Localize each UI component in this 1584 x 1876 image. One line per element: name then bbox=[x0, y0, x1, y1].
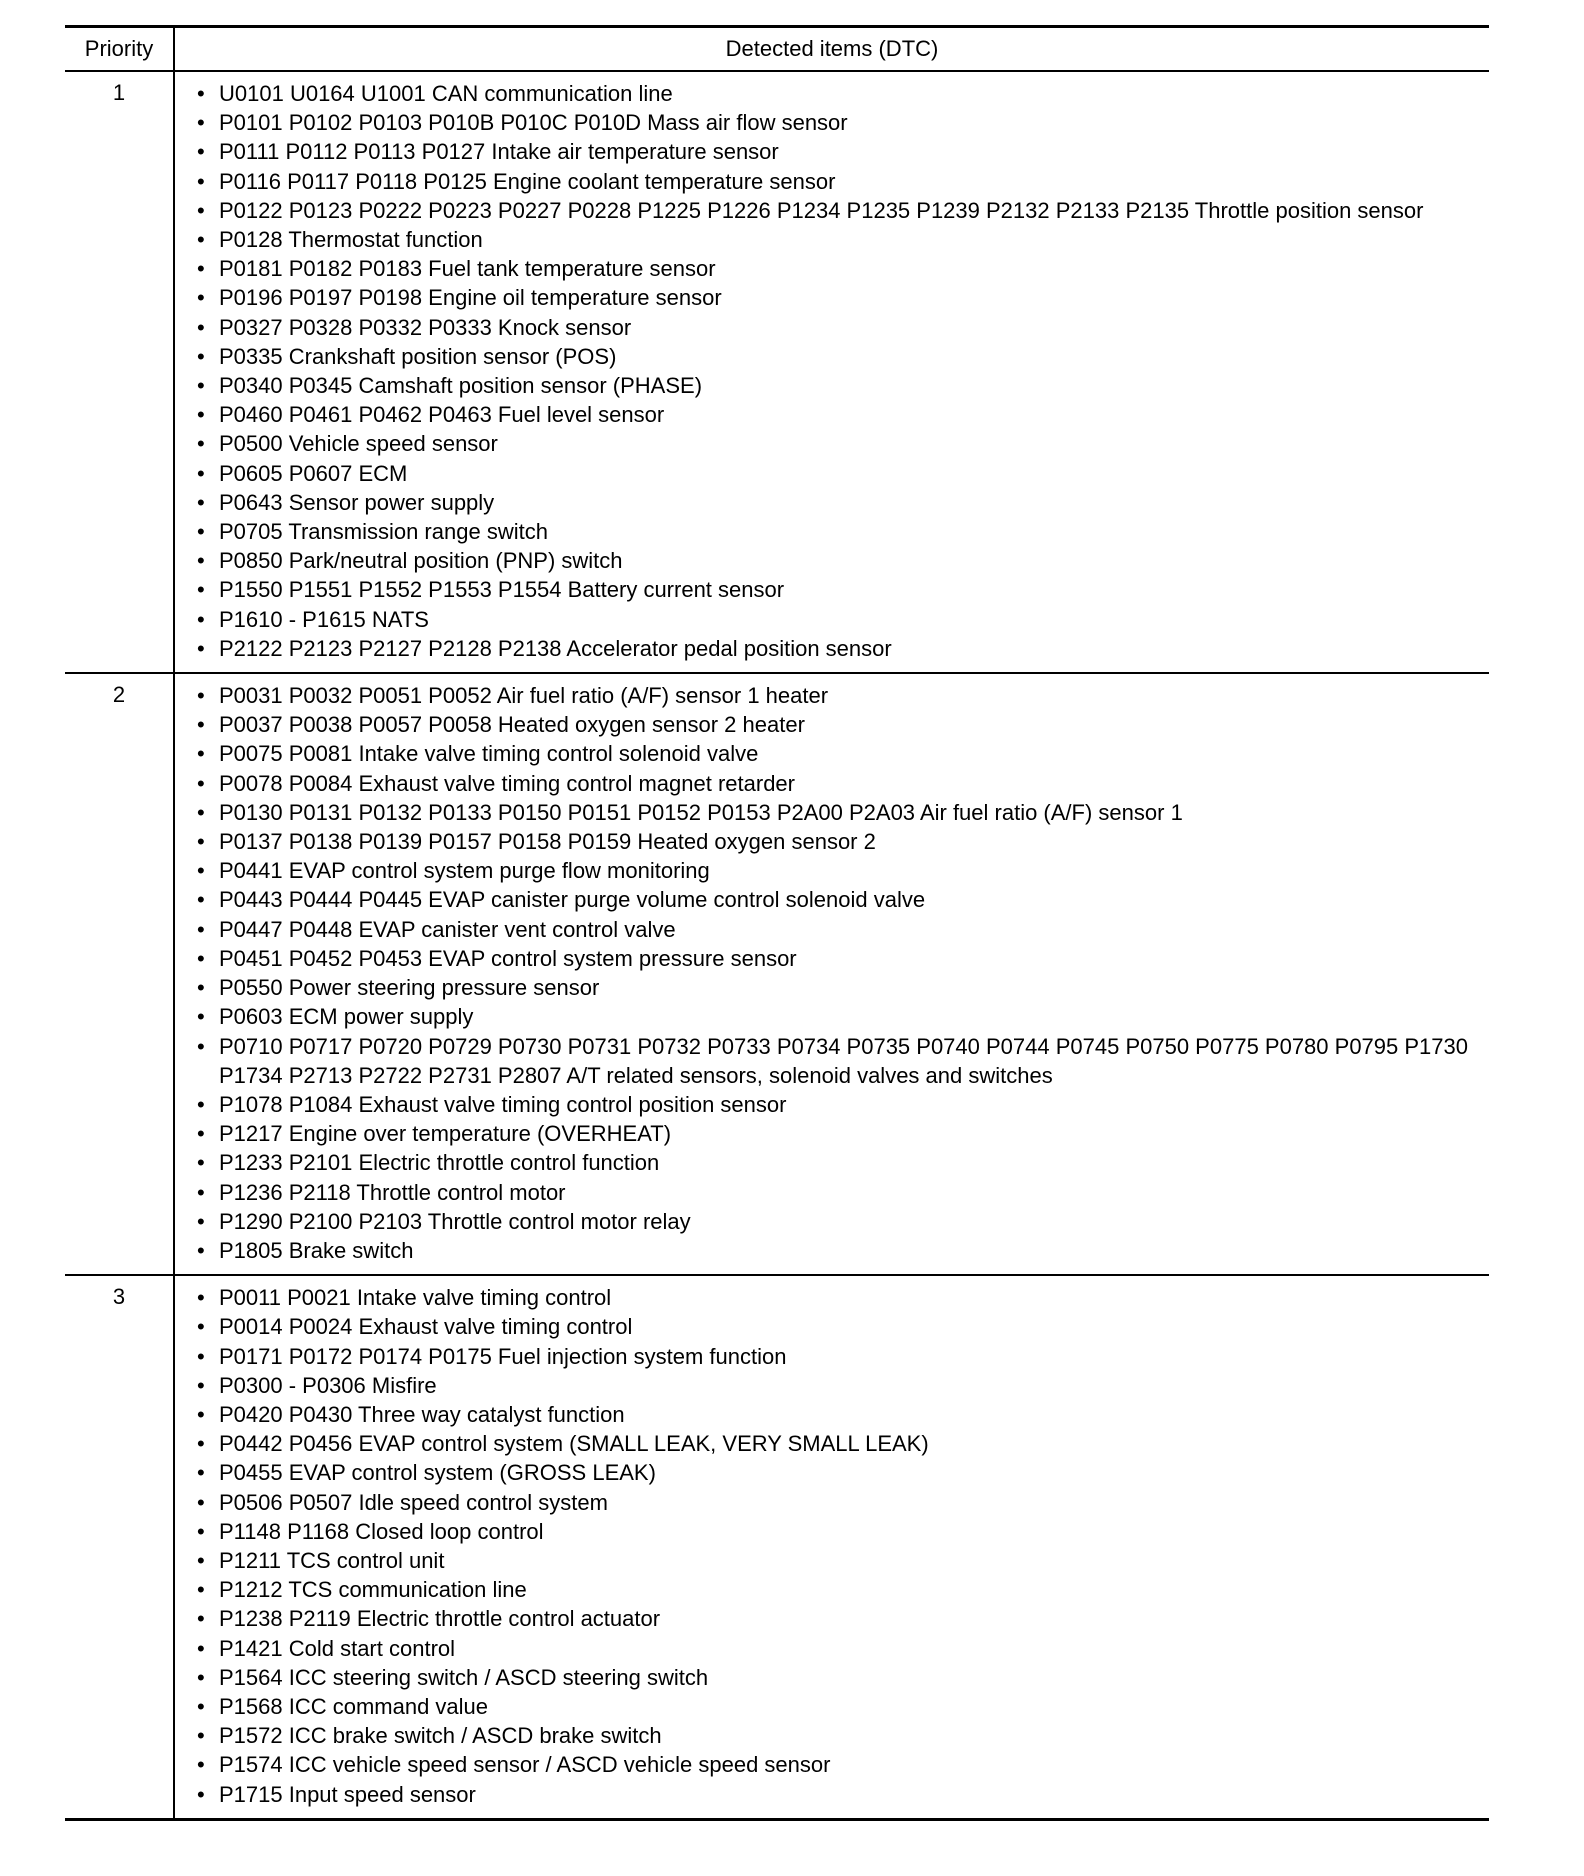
dtc-list-item: • P1572 ICC brake switch / ASCD brake switch bbox=[197, 1721, 1489, 1750]
table-header-row bbox=[65, 27, 1489, 72]
dtc-list-item: • P1236 P2118 Throttle control motor bbox=[197, 1178, 1489, 1207]
dtc-list-item: • P0327 P0328 P0332 P0333 Knock sensor bbox=[197, 313, 1489, 342]
detected-items-cell bbox=[174, 71, 1489, 673]
dtc-list-item: • P1550 P1551 P1552 P1553 P1554 Battery current sensor bbox=[197, 575, 1489, 604]
dtc-list-item: • P0420 P0430 Three way catalyst function bbox=[197, 1400, 1489, 1429]
dtc-list-item: • P0451 P0452 P0453 EVAP control system pressure sensor bbox=[197, 944, 1489, 973]
dtc-list-item: • P0710 P0717 P0720 P0729 P0730 P0731 P0732 P0733 P0734 P0735 P0740 P0744 P0745 P0750 P0775 P0780 P0795 P1730 P1734 P2713 P2722 P2731 P2807 A/T related sensors, solenoid valves and switches bbox=[197, 1032, 1489, 1090]
dtc-list-item: • P0171 P0172 P0174 P0175 Fuel injection system function bbox=[197, 1342, 1489, 1371]
dtc-list-item: • P0340 P0345 Camshaft position sensor (PHASE) bbox=[197, 371, 1489, 400]
priority-cell: 3 bbox=[65, 1275, 174, 1819]
dtc-item-list bbox=[175, 681, 1489, 1265]
dtc-list-item: • P1238 P2119 Electric throttle control actuator bbox=[197, 1604, 1489, 1633]
dtc-list-item: • P0850 Park/neutral position (PNP) switch bbox=[197, 546, 1489, 575]
dtc-list-item: • U0101 U0164 U1001 CAN communication line bbox=[197, 79, 1489, 108]
dtc-list-item: • P0130 P0131 P0132 P0133 P0150 P0151 P0152 P0153 P2A00 P2A03 Air fuel ratio (A/F) sensor 1 bbox=[197, 798, 1489, 827]
dtc-list-item: • P1233 P2101 Electric throttle control function bbox=[197, 1148, 1489, 1177]
dtc-list-item: • P1290 P2100 P2103 Throttle control motor relay bbox=[197, 1207, 1489, 1236]
dtc-list-item: • P0037 P0038 P0057 P0058 Heated oxygen sensor 2 heater bbox=[197, 710, 1489, 739]
priority-cell: 1 bbox=[65, 71, 174, 673]
dtc-list-item: • P1148 P1168 Closed loop control bbox=[197, 1517, 1489, 1546]
dtc-priority-table bbox=[65, 25, 1489, 1821]
dtc-list-item: • P0603 ECM power supply bbox=[197, 1002, 1489, 1031]
dtc-list-item: • P0441 EVAP control system purge flow monitoring bbox=[197, 856, 1489, 885]
priority-cell: 2 bbox=[65, 673, 174, 1275]
table-row bbox=[65, 673, 1489, 1275]
dtc-list-item: • P0443 P0444 P0445 EVAP canister purge volume control solenoid valve bbox=[197, 885, 1489, 914]
dtc-list-item: • P1568 ICC command value bbox=[197, 1692, 1489, 1721]
dtc-list-item: • P0128 Thermostat function bbox=[197, 225, 1489, 254]
dtc-list-item: • P0447 P0448 EVAP canister vent control valve bbox=[197, 915, 1489, 944]
dtc-list-item: • P0300 - P0306 Misfire bbox=[197, 1371, 1489, 1400]
dtc-list-item: • P0455 EVAP control system (GROSS LEAK) bbox=[197, 1458, 1489, 1487]
dtc-list-item: • P1217 Engine over temperature (OVERHEAT) bbox=[197, 1119, 1489, 1148]
dtc-list-item: • P0643 Sensor power supply bbox=[197, 488, 1489, 517]
dtc-list-item: • P0078 P0084 Exhaust valve timing control magnet retarder bbox=[197, 769, 1489, 798]
dtc-list-item: • P1610 - P1615 NATS bbox=[197, 605, 1489, 634]
dtc-list-item: • P1574 ICC vehicle speed sensor / ASCD vehicle speed sensor bbox=[197, 1750, 1489, 1779]
dtc-list-item: • P0122 P0123 P0222 P0223 P0227 P0228 P1225 P1226 P1234 P1235 P1239 P2132 P2133 P2135 Throttle position sensor bbox=[197, 196, 1489, 225]
dtc-list-item: • P1421 Cold start control bbox=[197, 1634, 1489, 1663]
dtc-item-list bbox=[175, 79, 1489, 663]
dtc-list-item: • P0196 P0197 P0198 Engine oil temperature sensor bbox=[197, 283, 1489, 312]
dtc-list-item: • P0011 P0021 Intake valve timing control bbox=[197, 1283, 1489, 1312]
dtc-list-item: • P1805 Brake switch bbox=[197, 1236, 1489, 1265]
dtc-list-item: • P1078 P1084 Exhaust valve timing control position sensor bbox=[197, 1090, 1489, 1119]
table-row bbox=[65, 71, 1489, 673]
dtc-list-item: • P1715 Input speed sensor bbox=[197, 1780, 1489, 1809]
dtc-list-item: • P0014 P0024 Exhaust valve timing control bbox=[197, 1312, 1489, 1341]
dtc-list-item: • P1564 ICC steering switch / ASCD steering switch bbox=[197, 1663, 1489, 1692]
table-body bbox=[65, 71, 1489, 1819]
dtc-list-item: • P0111 P0112 P0113 P0127 Intake air temperature sensor bbox=[197, 137, 1489, 166]
dtc-list-item: • P0101 P0102 P0103 P010B P010C P010D Mass air flow sensor bbox=[197, 108, 1489, 137]
dtc-list-item: • P0137 P0138 P0139 P0157 P0158 P0159 Heated oxygen sensor 2 bbox=[197, 827, 1489, 856]
dtc-list-item: • P0605 P0607 ECM bbox=[197, 459, 1489, 488]
dtc-list-item: • P1211 TCS control unit bbox=[197, 1546, 1489, 1575]
dtc-list-item: • P0075 P0081 Intake valve timing control solenoid valve bbox=[197, 739, 1489, 768]
dtc-list-item: • P1212 TCS communication line bbox=[197, 1575, 1489, 1604]
dtc-list-item: • P0506 P0507 Idle speed control system bbox=[197, 1488, 1489, 1517]
dtc-list-item: • P0181 P0182 P0183 Fuel tank temperature sensor bbox=[197, 254, 1489, 283]
priority-column-header: Priority bbox=[65, 27, 174, 72]
dtc-list-item: • P2122 P2123 P2127 P2128 P2138 Accelerator pedal position sensor bbox=[197, 634, 1489, 663]
dtc-list-item: • P0442 P0456 EVAP control system (SMALL LEAK, VERY SMALL LEAK) bbox=[197, 1429, 1489, 1458]
detected-items-cell bbox=[174, 673, 1489, 1275]
dtc-list-item: • P0116 P0117 P0118 P0125 Engine coolant temperature sensor bbox=[197, 167, 1489, 196]
detected-items-cell bbox=[174, 1275, 1489, 1819]
table-row bbox=[65, 1275, 1489, 1819]
dtc-list-item: • P0705 Transmission range switch bbox=[197, 517, 1489, 546]
dtc-item-list bbox=[175, 1283, 1489, 1809]
dtc-list-item: • P0500 Vehicle speed sensor bbox=[197, 429, 1489, 458]
dtc-list-item: • P0335 Crankshaft position sensor (POS) bbox=[197, 342, 1489, 371]
dtc-list-item: • P0460 P0461 P0462 P0463 Fuel level sensor bbox=[197, 400, 1489, 429]
dtc-list-item: • P0031 P0032 P0051 P0052 Air fuel ratio (A/F) sensor 1 heater bbox=[197, 681, 1489, 710]
detected-items-column-header: Detected items (DTC) bbox=[174, 27, 1489, 72]
dtc-list-item: • P0550 Power steering pressure sensor bbox=[197, 973, 1489, 1002]
